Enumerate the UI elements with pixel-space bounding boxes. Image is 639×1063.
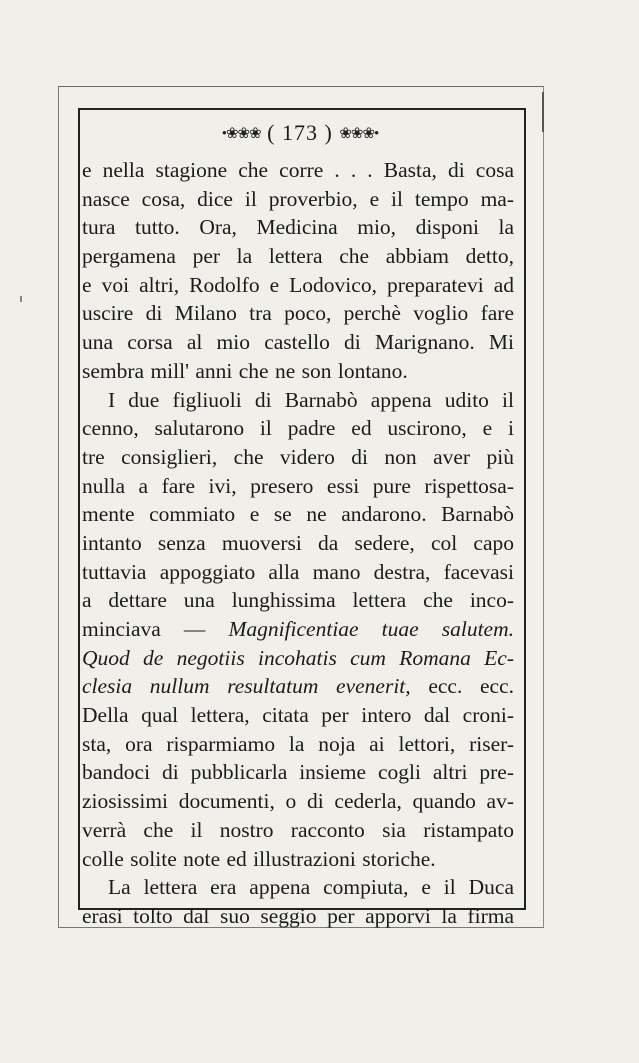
- line-text: verrà che il nostro racconto sia ristampato: [82, 817, 514, 842]
- text-line: [82, 672, 514, 701]
- text-line: [82, 386, 514, 415]
- text-line: [82, 845, 514, 874]
- line-text: Della qual lettera, citata per intero dal croni-: [82, 703, 514, 728]
- line-text: mente commiato e se ne andarono. Barnabò: [82, 502, 514, 527]
- line-text: sta, ora risparmiamo la noja ai lettori, riser-: [82, 731, 514, 756]
- line-text: minciava —: [82, 617, 229, 641]
- line-text: erasi tolto dal suo seggio per apporvi la firma: [82, 903, 514, 928]
- text-line: [82, 443, 514, 472]
- line-text: nasce cosa, dice il proverbio, e il tempo ma-: [82, 186, 514, 211]
- text-line: [82, 902, 514, 931]
- line-text: cenno, salutarono il padre ed uscirono, e i: [82, 416, 514, 441]
- line-text: nulla a fare ivi, presero essi pure rispettosa-: [82, 473, 514, 498]
- line-text: una corsa al mio castello di Marignano. Mi: [82, 330, 514, 355]
- line-italic-text: Quod de negotiis incohatis cum Romana Ec-: [82, 645, 514, 670]
- line-text: I due figliuoli di Barnabò appena udito il: [108, 387, 514, 412]
- line-text: pergamena per la lettera che abbiam detto,: [82, 244, 514, 269]
- line-text: e nella stagione che corre . . . Basta, di cosa: [82, 158, 514, 182]
- body-text: [82, 156, 514, 931]
- line-text: bandoci di pubblicarla insieme cogli altri pre-: [82, 760, 514, 785]
- text-line: [82, 586, 514, 615]
- text-line: [82, 242, 514, 271]
- text-line: [82, 414, 514, 443]
- scan-artifact: [20, 296, 22, 302]
- text-line: [82, 787, 514, 816]
- page-number: ( 173 ): [267, 120, 333, 145]
- scan-artifact: [542, 92, 544, 132]
- ornament-left-icon: •❀❀❀: [221, 126, 261, 142]
- line-tail-text: ecc. ecc.: [410, 674, 514, 699]
- text-line: [82, 500, 514, 529]
- line-text: tuttavia appoggiato alla mano destra, facevasi: [82, 559, 514, 584]
- text-line: [82, 615, 514, 644]
- line-text: e voi altri, Rodolfo e Lodovico, preparatevi ad: [82, 272, 514, 297]
- text-line: [82, 529, 514, 558]
- text-line: [82, 644, 514, 673]
- text-line: [82, 730, 514, 759]
- line-text: ziosissimi documenti, o di cederla, quando av-: [82, 789, 514, 814]
- line-text: uscire di Milano tra poco, perchè voglio fare: [82, 301, 514, 326]
- text-line: [82, 185, 514, 214]
- line-text: a dettare una lunghissima lettera che inco-: [82, 588, 514, 613]
- text-line: [82, 472, 514, 501]
- text-line: [82, 816, 514, 845]
- text-line: [82, 299, 514, 328]
- line-text: tura tutto. Ora, Medicina mio, disponi la: [82, 215, 514, 240]
- text-line: [82, 701, 514, 730]
- line-italic-text: Magnificentiae tuae salutem.: [228, 617, 514, 641]
- text-line: [82, 758, 514, 787]
- text-line: [82, 271, 514, 300]
- ornament-right-icon: ❀❀❀•: [339, 126, 379, 142]
- line-italic-text: clesia nullum resultatum evenerit,: [82, 674, 411, 699]
- text-line: [82, 873, 514, 902]
- page-header: [80, 120, 520, 146]
- text-line: [82, 558, 514, 587]
- text-line: [82, 328, 514, 357]
- line-text: sembra mill' anni che ne son lontano.: [82, 358, 408, 383]
- line-text: La lettera era appena compiuta, e il Duca: [108, 875, 514, 900]
- text-line: [82, 213, 514, 242]
- text-line: [82, 357, 514, 386]
- line-text: colle solite note ed illustrazioni storiche.: [82, 846, 436, 871]
- text-line: [82, 156, 514, 185]
- line-text: tre consiglieri, che videro di non aver più: [82, 444, 514, 469]
- line-text: intanto senza muoversi da sedere, col capo: [82, 530, 514, 555]
